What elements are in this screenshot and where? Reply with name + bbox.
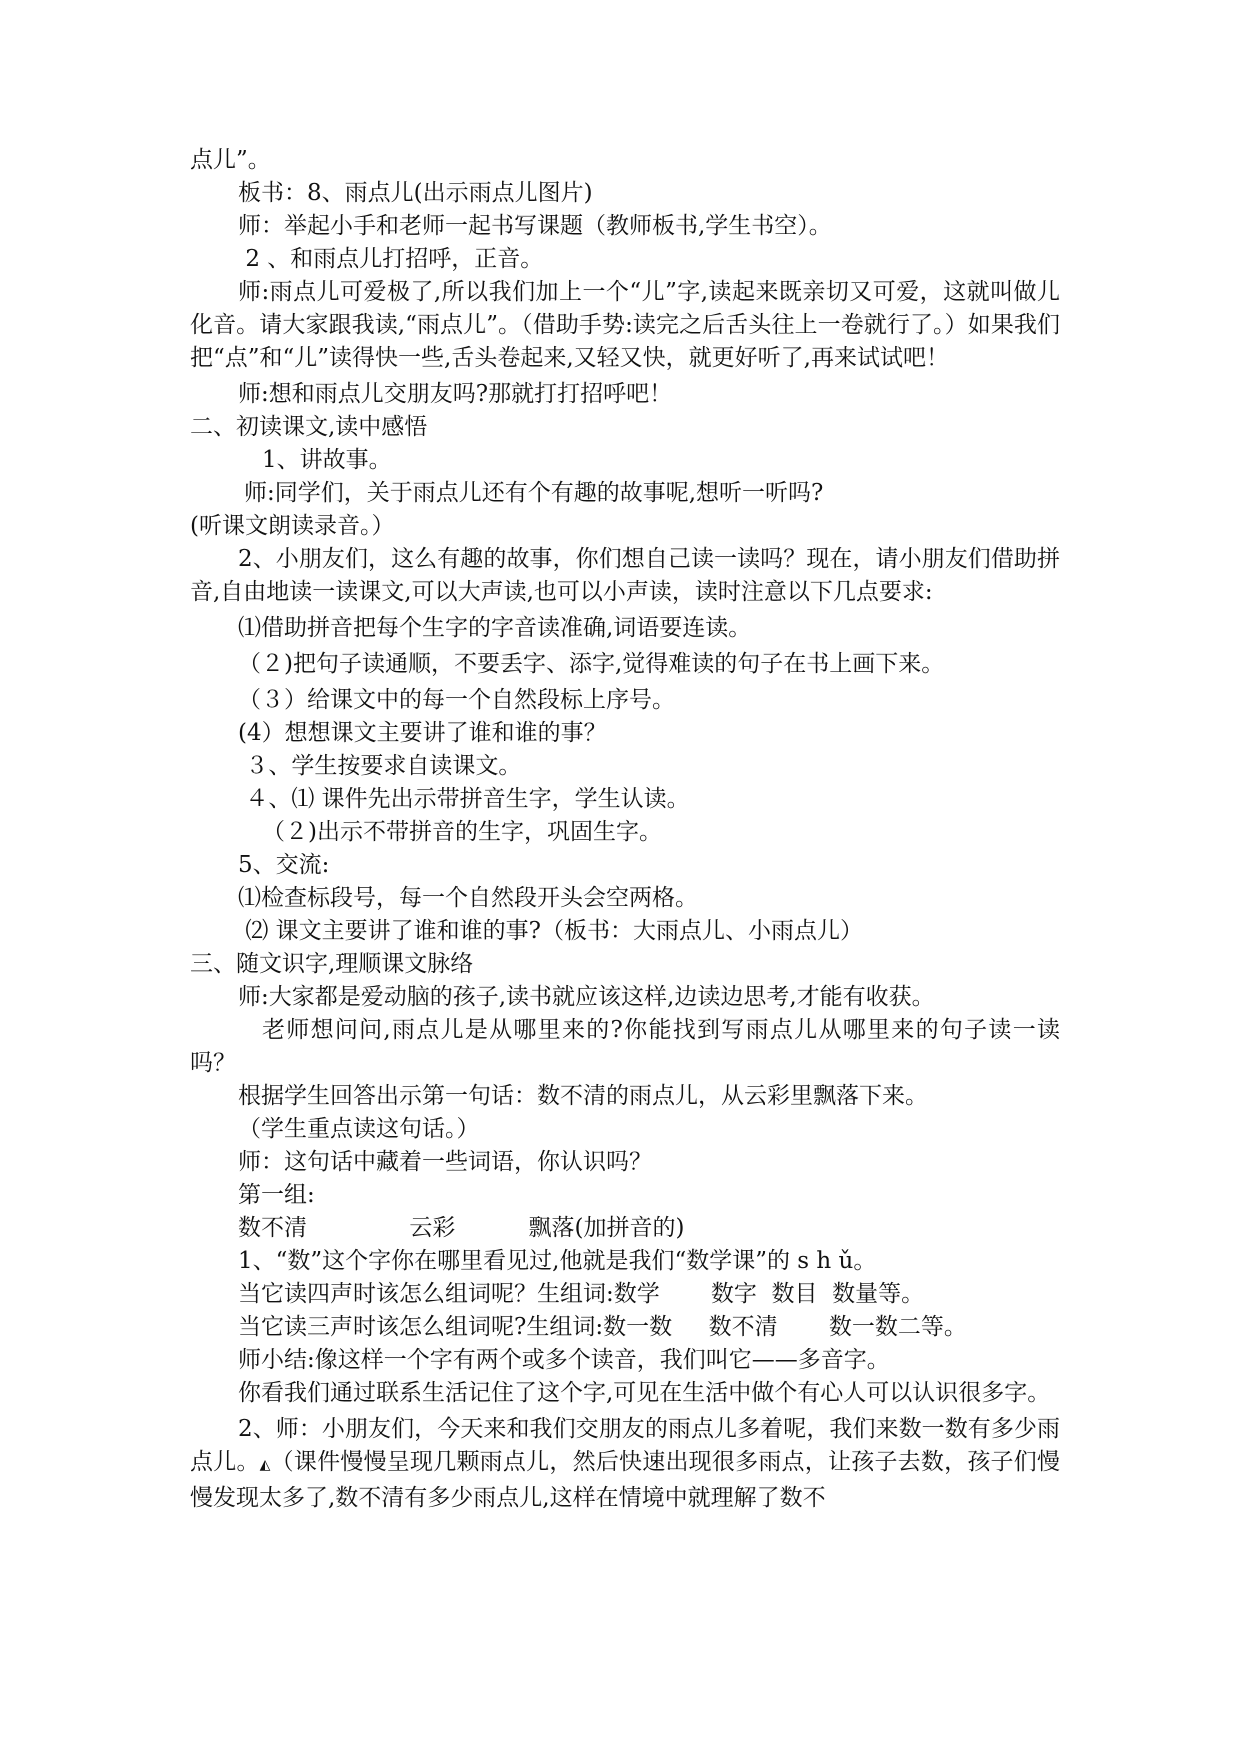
- list-item: ⑵ 课文主要讲了谁和谁的事?（板书：大雨点儿、小雨点儿）: [238, 918, 863, 944]
- text-line: 1、“数”这个字你在哪里看见过,他就是我们“数学课”的 s h ǔ。: [238, 1248, 877, 1274]
- text-line: （２)出示不带拼音的生字，巩固生字。: [262, 819, 662, 845]
- list-item: （２)把句子读通顺，不要丢字、添字,觉得难读的句子在书上画下来。: [238, 651, 945, 677]
- text-line: （学生重点读这句话。）: [238, 1116, 480, 1142]
- list-item: ⑴检查标段号，每一个自然段开头会空两格。: [238, 885, 698, 911]
- section-heading: 三、随文识字,理顺课文脉络: [190, 951, 474, 977]
- paragraph-part: （课件慢慢呈现几颗雨点儿，然后快速出现很多雨点，让孩子去数，孩子们慢慢发现太多了,数不清有多少雨点儿,这样在情境中就理解了数不: [190, 1449, 1061, 1511]
- text-line: 当它读三声时该怎么组词呢?生组词:数一数 数不清 数一数二等。: [238, 1314, 967, 1340]
- text-line: 第一组:: [238, 1182, 315, 1208]
- paragraph: 师:雨点儿可爱极了,所以我们加上一个“儿”字,读起来既亲切又可爱，这就叫做儿化音。请大家跟我读,“雨点儿”。（借助手势:读完之后舌头往上一卷就行了。）如果我们把“点”和“儿”读得快一些,舌头卷起来,又轻又快，就更好听了,再来试试吧！: [190, 279, 1060, 371]
- list-item: （３）给课文中的每一个自然段标上序号。: [238, 687, 675, 713]
- paragraph: 2、小朋友们，这么有趣的故事，你们想自己读一读吗？现在，请小朋友们借助拼音,自由地读一读课文,可以大声读,也可以小声读，读时注意以下几点要求:: [190, 546, 1060, 605]
- list-item: (4）想想课文主要讲了谁和谁的事？: [238, 720, 607, 746]
- text-line: 师：这句话中藏着一些词语，你认识吗？: [238, 1149, 652, 1175]
- paragraph: 你看我们通过联系生活记住了这个字,可见在生活中做个有心人可以认识很多字。: [238, 1380, 1051, 1406]
- section-heading: 二、初读课文,读中感悟: [190, 414, 428, 440]
- text-line: ３、学生按要求自读课文。: [238, 753, 522, 779]
- text-line: 数不清 云彩 飘落(加拼音的): [238, 1215, 685, 1241]
- text-line: 5、交流:: [238, 852, 330, 878]
- document-page: [190, 144, 1060, 1515]
- text-line: 师:同学们，关于雨点儿还有个有趣的故事呢,想听一听吗?: [244, 480, 824, 506]
- list-item: ⑴借助拼音把每个生字的字音读准确,词语要连读。: [238, 615, 752, 641]
- paragraph: 老师想问问,雨点儿是从哪里来的?你能找到写雨点儿从哪里来的句子读一读吗？: [190, 1017, 1060, 1076]
- text-line: 当它读四声时该怎么组词呢？生组词:数学 数字 数目 数量等。: [238, 1281, 925, 1307]
- text-line: 板书：8、雨点儿(出示雨点儿图片): [238, 180, 593, 206]
- text-line: ４、⑴ 课件先出示带拼音生字，学生认读。: [238, 786, 690, 812]
- text-line: 1、讲故事。: [262, 447, 392, 473]
- anchor-icon: ◭: [259, 1457, 271, 1473]
- text-line: 2 、和雨点儿打招呼，正音。: [238, 246, 544, 272]
- paragraph: [190, 1413, 1060, 1515]
- text-line: 点儿”。: [190, 147, 271, 173]
- text-line: 师小结:像这样一个字有两个或多个读音，我们叫它——多音字。: [238, 1347, 890, 1373]
- text-line: 师：举起小手和老师一起书写课题（教师板书,学生书空）。: [238, 213, 832, 239]
- text-line: 师:大家都是爱动脑的孩子,读书就应该这样,边读边思考,才能有收获。: [238, 984, 935, 1010]
- text-line: 根据学生回答出示第一句话：数不清的雨点儿，从云彩里飘落下来。: [238, 1083, 928, 1109]
- text-line: 师:想和雨点儿交朋友吗?那就打打招呼吧！: [238, 381, 673, 407]
- paragraph-part: 2、师：小朋友们，今天来和我们交朋友的雨点儿多着呢，我们来数一数有多少雨点儿。: [190, 1416, 1060, 1475]
- text-line: (听课文朗读录音。）: [190, 513, 395, 539]
